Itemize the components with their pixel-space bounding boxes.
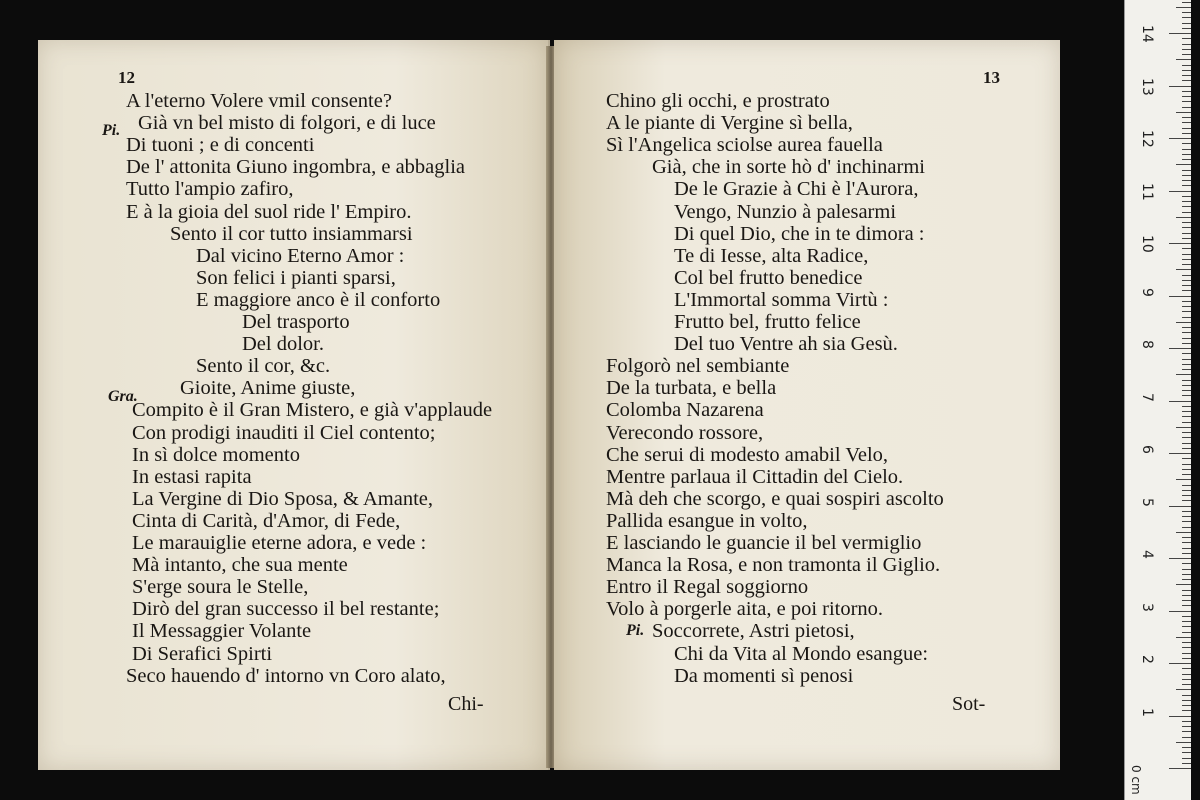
ruler-tick [1182, 537, 1191, 538]
ruler-tick [1182, 705, 1191, 706]
ruler-tick [1182, 264, 1191, 265]
ruler-tick [1176, 59, 1191, 60]
open-book [38, 40, 1063, 780]
ruler-tick [1182, 390, 1191, 391]
ruler-tick [1176, 532, 1191, 533]
ruler-tick [1176, 637, 1191, 638]
ruler-tick [1182, 311, 1191, 312]
text-line: Entro il Regal soggiorno [606, 576, 809, 599]
ruler-tick [1182, 385, 1191, 386]
text-line: Mà intanto, che sua mente [132, 554, 348, 577]
ruler-number: 14 [1139, 25, 1155, 43]
left-page [38, 40, 550, 770]
text-line: Chi da Vita al Mondo esangue: [674, 642, 929, 665]
text-line: Mà deh che scorgo, e quai sospiri ascolto [606, 487, 944, 510]
ruler-number: 4 [1139, 550, 1155, 559]
ruler-tick [1169, 716, 1191, 717]
page-number: 13 [983, 68, 1000, 87]
ruler-tick [1182, 747, 1191, 748]
ruler-tick [1169, 86, 1191, 87]
ruler-tick [1182, 343, 1191, 344]
speaker-label: Pi. [102, 122, 121, 139]
text-line: S'erge soura le Stelle, [132, 576, 309, 599]
ruler-tick [1182, 107, 1191, 108]
ruler-tick [1182, 96, 1191, 97]
text-line: Di Serafici Spirti [132, 642, 273, 665]
ruler-tick [1182, 201, 1191, 202]
ruler-tick [1182, 595, 1191, 596]
ruler-tick [1182, 196, 1191, 197]
ruler-tick [1182, 621, 1191, 622]
text-line: Te di Iesse, alta Radice, [674, 244, 869, 267]
text-line: De le Grazie à Chi è l'Aurora, [674, 178, 919, 201]
text-line: Mentre parlaua il Cittadin del Cielo. [606, 465, 904, 488]
text-line: Verecondo rossore, [606, 421, 764, 444]
ruler-tick [1182, 626, 1191, 627]
ruler-tick [1182, 737, 1191, 738]
ruler-tick [1176, 689, 1191, 690]
ruler-tick [1176, 479, 1191, 480]
ruler-number: 3 [1139, 602, 1155, 612]
text-line: Soccorrete, Astri pietosi, [652, 620, 855, 643]
ruler-tick [1182, 369, 1191, 370]
ruler-tick [1182, 317, 1191, 318]
text-line: Son felici i pianti sparsi, [196, 266, 396, 289]
ruler-tick [1169, 243, 1191, 244]
ruler-tick [1182, 464, 1191, 465]
ruler-tick [1182, 364, 1191, 365]
ruler-tick [1182, 248, 1191, 249]
text-line: Già vn bel misto di folgori, e di luce [138, 112, 436, 135]
text-line: Chino gli occhi, e prostrato [606, 90, 830, 112]
ruler-tick [1182, 448, 1191, 449]
text-line: Gioite, Anime giuste, [180, 377, 356, 400]
text-line: Da momenti sì penosi [674, 664, 854, 687]
ruler-tick [1182, 133, 1191, 134]
ruler-tick [1182, 143, 1191, 144]
ruler-tick [1182, 306, 1191, 307]
text-line: Che serui di modesto amabil Velo, [606, 443, 889, 466]
text-line: Colomba Nazarena [606, 399, 764, 422]
text-line: Di quel Dio, che in te dimora : [674, 222, 925, 245]
ruler-number: 10 [1139, 235, 1155, 253]
ruler-tick [1182, 416, 1191, 417]
ruler-tick [1182, 521, 1191, 522]
ruler-tick [1182, 38, 1191, 39]
ruler-tick [1182, 122, 1191, 123]
ruler-number: 8 [1139, 340, 1155, 349]
ruler-tick [1182, 259, 1191, 260]
ruler-tick [1182, 12, 1191, 13]
text-line: La Vergine di Dio Sposa, & Amante, [132, 487, 434, 510]
ruler-tick [1182, 238, 1191, 239]
ruler-tick [1182, 290, 1191, 291]
ruler-number: 7 [1139, 392, 1155, 402]
ruler-tick [1176, 269, 1191, 270]
catchword: Chi- [448, 693, 484, 715]
ruler-tick [1176, 7, 1191, 8]
ruler-tick [1182, 175, 1191, 176]
ruler-number: 5 [1139, 497, 1155, 507]
ruler-tick [1182, 159, 1191, 160]
ruler-tick [1169, 191, 1191, 192]
ruler-tick [1169, 453, 1191, 454]
ruler-tick [1182, 569, 1191, 570]
ruler-tick [1182, 763, 1191, 764]
text-line: Volo à porgerle aita, e poi ritorno. [606, 598, 884, 621]
ruler-tick [1169, 506, 1191, 507]
ruler-tick [1182, 411, 1191, 412]
ruler-tick [1169, 33, 1191, 34]
ruler-tick [1182, 154, 1191, 155]
ruler-tick [1182, 227, 1191, 228]
ruler-tick [1182, 574, 1191, 575]
ruler-tick [1182, 679, 1191, 680]
ruler-tick [1182, 469, 1191, 470]
ruler-tick [1182, 752, 1191, 753]
ruler-tick [1182, 233, 1191, 234]
speaker-label: Gra. [108, 388, 138, 405]
ruler-tick [1182, 70, 1191, 71]
text-line: Folgorò nel sembiante [606, 355, 790, 378]
text-line: A l'eterno Volere vmil consente? [126, 90, 392, 112]
text-line: Vengo, Nunzio à palesarmi [674, 200, 897, 223]
text-line: Del dolor. [242, 333, 324, 356]
text-line: Del tuo Ventre ah sia Gesù. [674, 333, 898, 356]
ruler-tick [1182, 605, 1191, 606]
text-line: Frutto bel, frutto felice [674, 311, 861, 333]
ruler-tick [1182, 65, 1191, 66]
ruler-tick [1182, 668, 1191, 669]
ruler-tick [1182, 222, 1191, 223]
ruler-tick [1182, 406, 1191, 407]
ruler-tick [1182, 353, 1191, 354]
text-line: Sento il cor, &c. [196, 355, 331, 378]
text-line: Dirò del gran successo il bel restante; [132, 598, 440, 621]
ruler-tick [1182, 28, 1191, 29]
ruler-tick [1182, 758, 1191, 759]
ruler-tick [1182, 458, 1191, 459]
ruler-tick [1182, 254, 1191, 255]
ruler-number: 1 [1139, 707, 1155, 717]
ruler-tick [1182, 731, 1191, 732]
ruler-tick [1182, 500, 1191, 501]
ruler-tick [1182, 674, 1191, 675]
ruler-tick [1182, 117, 1191, 118]
text-line: Tutto l'ampio zafiro, [126, 178, 294, 201]
ruler-number: 9 [1139, 287, 1155, 297]
text-line: Sento il cor tutto insiammarsi [170, 222, 413, 245]
ruler-tick [1182, 185, 1191, 186]
ruler-tick [1169, 296, 1191, 297]
text-line: Col bel frutto benedice [674, 266, 863, 289]
ruler-tick [1182, 485, 1191, 486]
text-line: L'Immortal somma Virtù : [674, 288, 889, 311]
ruler-tick [1182, 658, 1191, 659]
ruler-tick [1176, 742, 1191, 743]
ruler-tick [1182, 170, 1191, 171]
text-line: Sì l'Angelica sciolse aurea fauella [606, 134, 883, 157]
ruler-tick [1182, 206, 1191, 207]
ruler-tick [1182, 600, 1191, 601]
page-number: 12 [118, 68, 135, 87]
ruler-tick [1182, 632, 1191, 633]
ruler-tick [1182, 149, 1191, 150]
ruler-tick [1182, 553, 1191, 554]
ruler-tick [1182, 128, 1191, 129]
ruler-tick [1176, 112, 1191, 113]
catchword: Sot- [952, 693, 986, 715]
ruler-tick [1182, 474, 1191, 475]
text-line: Compito è il Gran Mistero, e già v'applaude [132, 399, 493, 422]
text-line: De la turbata, e bella [606, 377, 777, 400]
ruler-tick [1169, 611, 1191, 612]
ruler-tick [1182, 490, 1191, 491]
ruler-tick [1182, 332, 1191, 333]
ruler-tick [1182, 395, 1191, 396]
ruler-number: 12 [1139, 130, 1155, 148]
ruler-tick [1182, 180, 1191, 181]
ruler-tick [1169, 663, 1191, 664]
text-line: Manca la Rosa, e non tramonta il Giglio. [606, 554, 941, 577]
ruler-tick [1182, 516, 1191, 517]
text-line: Dal vicino Eterno Amor : [196, 244, 405, 267]
text-line: De l' attonita Giuno ingombra, e abbaglia [126, 156, 466, 179]
ruler-tick [1176, 374, 1191, 375]
ruler-tick [1169, 138, 1191, 139]
ruler-tick [1182, 17, 1191, 18]
ruler-tick [1182, 285, 1191, 286]
ruler-tick [1182, 726, 1191, 727]
text-line: Del trasporto [242, 311, 350, 333]
ruler-tick [1182, 91, 1191, 92]
ruler-tick [1176, 584, 1191, 585]
text-line: Con prodigi inauditi il Ciel contento; [132, 421, 436, 444]
ruler-tick [1182, 684, 1191, 685]
ruler-tick [1182, 432, 1191, 433]
ruler-tick [1182, 2, 1191, 3]
ruler-tick [1182, 511, 1191, 512]
ruler-tick [1182, 563, 1191, 564]
text-line: Seco hauendo d' intorno vn Coro alato, [126, 664, 446, 687]
text-line: E lasciando le guancie il bel vermiglio [606, 532, 922, 554]
ruler-tick [1182, 642, 1191, 643]
ruler-tick [1182, 380, 1191, 381]
ruler-tick [1182, 647, 1191, 648]
speaker-label: Pi. [626, 622, 645, 639]
ruler-tick [1169, 768, 1191, 769]
ruler-number: 13 [1139, 77, 1155, 96]
ruler-tick [1182, 700, 1191, 701]
ruler-tick [1182, 275, 1191, 276]
text-line: Di tuoni ; e di concenti [126, 134, 315, 157]
measurement-ruler [1124, 0, 1191, 800]
text-line: A le piante di Vergine sì bella, [606, 112, 853, 135]
right-page [554, 40, 1060, 770]
ruler-tick [1182, 101, 1191, 102]
ruler-tick [1176, 164, 1191, 165]
text-line: Cinta di Carità, d'Amor, di Fede, [132, 509, 401, 532]
ruler-tick [1182, 495, 1191, 496]
ruler-tick [1182, 590, 1191, 591]
ruler-tick [1182, 721, 1191, 722]
ruler-tick [1169, 348, 1191, 349]
ruler-tick [1182, 437, 1191, 438]
text-line: Pallida esangue in volto, [606, 509, 808, 532]
ruler-tick [1176, 217, 1191, 218]
ruler-tick [1182, 695, 1191, 696]
ruler-tick [1182, 44, 1191, 45]
ruler-tick [1176, 322, 1191, 323]
ruler-tick [1182, 579, 1191, 580]
ruler-tick [1176, 427, 1191, 428]
ruler-tick [1182, 80, 1191, 81]
ruler-tick [1182, 422, 1191, 423]
text-line: Il Messaggier Volante [132, 620, 312, 643]
ruler-tick [1182, 710, 1191, 711]
ruler-tick [1182, 653, 1191, 654]
ruler-tick [1169, 558, 1191, 559]
ruler-tick [1169, 401, 1191, 402]
ruler-number: 2 [1139, 655, 1155, 664]
ruler-tick [1182, 616, 1191, 617]
text-line: In estasi rapita [132, 465, 252, 488]
ruler-tick [1182, 54, 1191, 55]
text-line: E à la gioia del suol ride l' Empiro. [126, 200, 412, 223]
ruler-tick [1182, 338, 1191, 339]
text-line: In sì dolce momento [132, 443, 300, 466]
ruler-number: 6 [1139, 445, 1155, 454]
ruler-tick [1182, 443, 1191, 444]
text-line: Già, che in sorte hò d' inchinarmi [652, 156, 925, 179]
ruler-tick [1182, 327, 1191, 328]
ruler-tick [1182, 23, 1191, 24]
ruler-tick [1182, 280, 1191, 281]
ruler-tick [1182, 212, 1191, 213]
ruler-tick [1182, 49, 1191, 50]
ruler-number: 11 [1139, 182, 1155, 201]
ruler-tick [1182, 527, 1191, 528]
ruler-tick [1182, 75, 1191, 76]
ruler-tick [1182, 359, 1191, 360]
ruler-unit-label: 0 cm [1129, 765, 1143, 795]
text-line: E maggiore anco è il conforto [196, 288, 441, 311]
ruler-tick [1182, 548, 1191, 549]
ruler-tick [1182, 301, 1191, 302]
ruler-tick [1182, 542, 1191, 543]
text-line: Le marauiglie eterne adora, e vede : [132, 532, 427, 554]
